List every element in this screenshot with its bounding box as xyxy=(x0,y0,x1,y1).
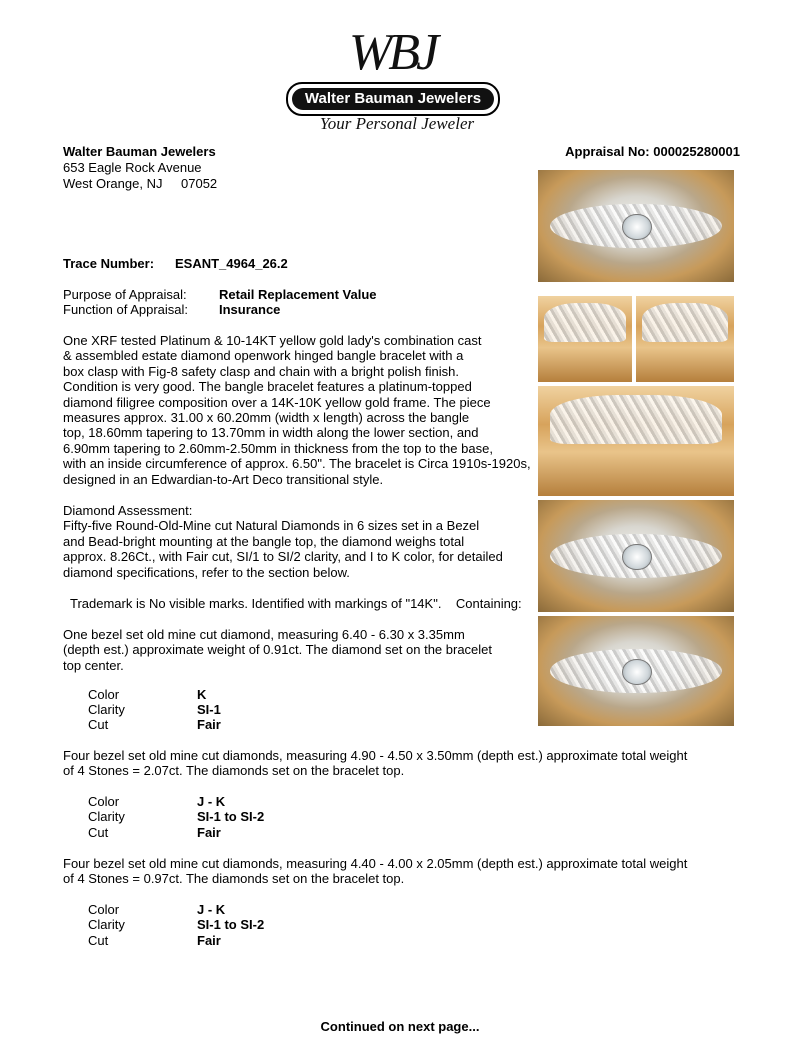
stone-color-label: Color xyxy=(88,687,120,702)
filigree-band xyxy=(550,395,723,445)
stone-cut-value: Fair xyxy=(197,717,221,732)
description-line: Condition is very good. The bangle bracelet features a platinum-topped xyxy=(63,379,472,395)
diamond-assessment xyxy=(63,503,503,580)
filigree-band xyxy=(642,303,728,342)
purpose-value: Retail Replacement Value xyxy=(219,287,377,302)
logo-banner-text: Walter Bauman Jewelers xyxy=(292,88,494,110)
logo-tagline: Your Personal Jeweler xyxy=(319,114,475,133)
stone-description-line: One bezel set old mine cut diamond, measuring 6.40 - 6.30 x 3.35mm xyxy=(63,627,465,642)
logo-monogram: WBJ xyxy=(348,24,436,81)
company-city-state: West Orange, NJ xyxy=(63,176,163,191)
stone-description-line: Four bezel set old mine cut diamonds, measuring 4.40 - 4.00 x 2.05mm (depth est.) approximate total weight xyxy=(63,856,688,871)
bracelet-photo-angle xyxy=(538,616,734,726)
stone-description-line: of 4 Stones = 2.07ct. The diamonds set on the bracelet top. xyxy=(63,763,405,779)
filigree-band xyxy=(544,303,627,342)
stone-cut-label: Cut xyxy=(88,933,109,948)
stone-clarity-label: Clarity xyxy=(88,917,125,932)
description-line: One XRF tested Platinum & 10-14KT yellow gold lady's combination cast xyxy=(63,333,482,348)
center-diamond xyxy=(622,544,651,571)
bracelet-photo-side-left xyxy=(538,296,632,382)
stone-color-value: J - K xyxy=(197,902,226,917)
company-zip: 07052 xyxy=(181,176,218,191)
stone-description-line: (depth est.) approximate weight of 0.91ct. The diamond set on the bracelet xyxy=(63,642,493,658)
diamond-assessment-line: and Bead-bright mounting at the bangle top, the diamond weighs total xyxy=(63,533,465,549)
stone-clarity-value: SI-1 to SI-2 xyxy=(197,917,265,932)
stone-color-label: Color xyxy=(88,794,120,809)
bracelet-photo-top xyxy=(538,170,734,282)
stone-clarity-value: SI-1 xyxy=(197,702,221,717)
description-line: diamond filigree composition over a 14K-10K yellow gold frame. The piece xyxy=(63,394,491,410)
stone-clarity-value: SI-1 to SI-2 xyxy=(197,809,265,824)
bracelet-photo-side-right xyxy=(636,296,734,382)
item-description xyxy=(63,333,531,487)
stone-color-value: J - K xyxy=(197,794,226,809)
stone-cut-value: Fair xyxy=(197,933,221,948)
diamond-assessment-heading: Diamond Assessment: xyxy=(63,503,193,518)
function-label: Function of Appraisal: xyxy=(63,302,189,317)
description-line: measures approx. 31.00 x 60.20mm (width x length) across the bangle xyxy=(63,410,470,426)
stone-color-value: K xyxy=(197,687,207,702)
stone-description-line: top center. xyxy=(63,657,124,673)
stone-clarity-label: Clarity xyxy=(88,809,125,824)
stone-description-line: of 4 Stones = 0.97ct. The diamonds set on the bracelet top. xyxy=(63,871,405,887)
company-name: Walter Bauman Jewelers xyxy=(63,144,216,159)
description-line: box clasp with Fig-8 safety clasp and chain with a bright polish finish. xyxy=(63,363,459,379)
stone-cut-label: Cut xyxy=(88,717,109,732)
trace-number-value: ESANT_4964_26.2 xyxy=(175,256,288,271)
diamond-assessment-line: diamond specifications, refer to the section below. xyxy=(63,564,350,580)
trademark-line: Trademark is No visible marks. Identified with markings of "14K". Containing: xyxy=(70,596,522,611)
stone-color-label: Color xyxy=(88,902,120,917)
stone-description xyxy=(63,748,687,779)
company-logo xyxy=(286,22,498,134)
stone-description xyxy=(63,627,492,673)
appraisal-number: Appraisal No: 000025280001 xyxy=(565,144,740,159)
description-line: & assembled estate diamond openwork hinged bangle bracelet with a xyxy=(63,348,464,364)
stone-cut-value: Fair xyxy=(197,825,221,840)
logo-banner xyxy=(286,82,500,116)
description-line: top, 18.60mm tapering to 13.70mm in width along the lower section, and xyxy=(63,425,479,441)
continued-footer: Continued on next page... xyxy=(320,1019,480,1034)
stone-description-line: Four bezel set old mine cut diamonds, measuring 4.90 - 4.50 x 3.50mm (depth est.) approximate total weight xyxy=(63,748,688,763)
stone-description xyxy=(63,856,687,887)
purpose-label: Purpose of Appraisal: xyxy=(63,287,187,302)
description-line: with an inside circumference of approx. 6.50". The bracelet is Circa 1910s-1920s, xyxy=(63,456,531,472)
stone-cut-label: Cut xyxy=(88,825,109,840)
diamond-assessment-line: Fifty-five Round-Old-Mine cut Natural Diamonds in 6 sizes set in a Bezel xyxy=(63,518,480,534)
bracelet-photo-filigree xyxy=(538,500,734,612)
bracelet-photo-open xyxy=(538,386,734,496)
description-line: 6.90mm tapering to 2.60mm-2.50mm in thickness from the top to the base, xyxy=(63,440,493,456)
function-value: Insurance xyxy=(219,302,281,317)
diamond-assessment-line: approx. 8.26Ct., with Fair cut, SI/1 to SI/2 clarity, and I to K color, for detailed xyxy=(63,549,503,565)
trace-number-label: Trace Number: xyxy=(63,256,155,271)
company-address: 653 Eagle Rock Avenue xyxy=(63,160,202,175)
center-diamond xyxy=(622,659,651,685)
description-line: designed in an Edwardian-to-Art Deco transitional style. xyxy=(63,471,384,487)
center-diamond xyxy=(622,214,651,241)
stone-clarity-label: Clarity xyxy=(88,702,125,717)
